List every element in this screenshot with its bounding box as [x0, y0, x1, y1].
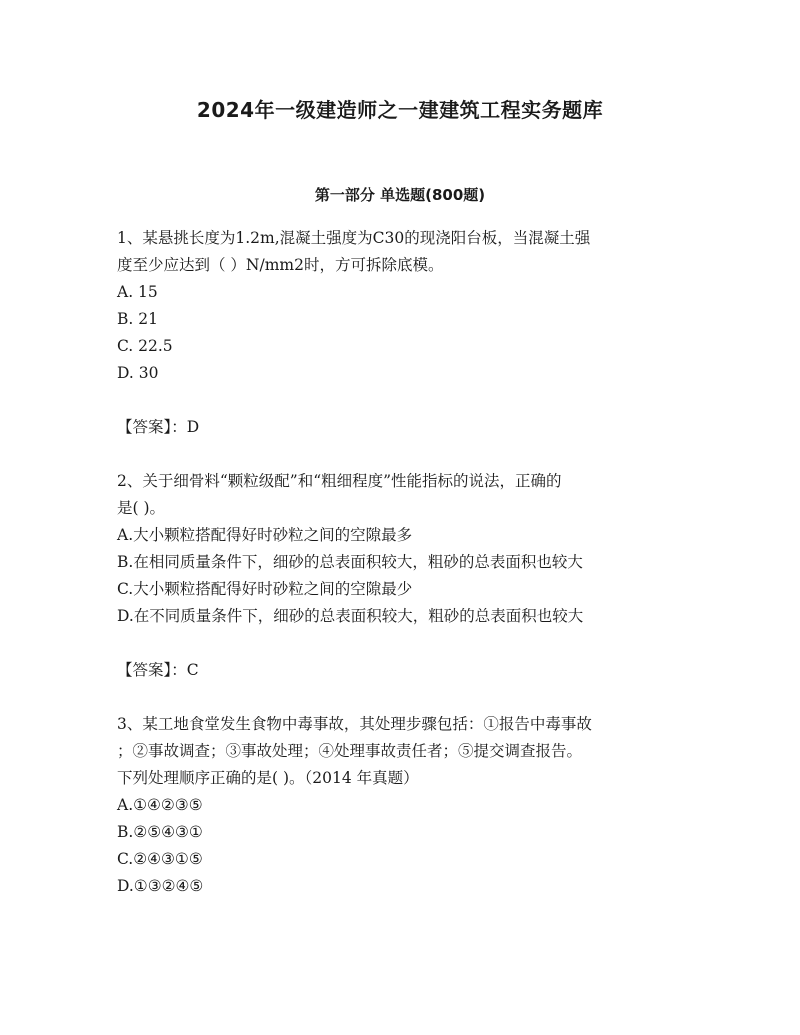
document-title: 2024年一级建造师之一建建筑工程实务题库 [196, 98, 604, 122]
option-c: C.大小颗粒搭配得好时砂粒之间的空隙最少 [117, 580, 413, 598]
question-stem-line: 是( )。 [117, 499, 166, 517]
option-a: A.大小颗粒搭配得好时砂粒之间的空隙最多 [117, 526, 413, 544]
answer: 【答案】：D [117, 418, 200, 436]
option-a: A. 15 [117, 283, 158, 301]
question-stem-line: 2、关于细骨料“颗粒级配”和“粗细程度”性能指标的说法，正确的 [117, 472, 562, 490]
option-b: B.在相同质量条件下，细砂的总表面积较大，粗砂的总表面积也较大 [117, 553, 583, 571]
option-d: D.①③②④⑤ [117, 877, 204, 895]
option-c: C.②④③①⑤ [117, 850, 203, 868]
option-b: B.②⑤④③① [117, 823, 203, 841]
question-stem-line: 3、某工地食堂发生食物中毒事故，其处理步骤包括：①报告中毒事故 [117, 715, 592, 733]
question-3 [117, 711, 687, 900]
section-title: 第一部分 单选题(800题) [314, 186, 486, 204]
question-stem-line: ；②事故调查；③事故处理；④处理事故责任者；⑤提交调查报告。 [117, 742, 583, 760]
question-2 [117, 468, 687, 711]
option-a: A.①④②③⑤ [117, 796, 203, 814]
option-c: C. 22.5 [117, 337, 173, 355]
question-stem-line: 1、某悬挑长度为1.2m,混凝土强度为C30的现浇阳台板，当混凝土强 [117, 229, 591, 247]
question-stem-line: 度至少应达到（ ）N/mm2时，方可拆除底模。 [117, 256, 444, 274]
question-stem-line: 下列处理顺序正确的是( )。（2014 年真题） [117, 769, 419, 787]
question-list [117, 225, 687, 900]
question-1 [117, 225, 687, 468]
option-d: D.在不同质量条件下，细砂的总表面积较大，粗砂的总表面积也较大 [117, 607, 584, 625]
option-d: D. 30 [117, 364, 159, 382]
answer: 【答案】：C [117, 661, 199, 679]
option-b: B. 21 [117, 310, 158, 328]
